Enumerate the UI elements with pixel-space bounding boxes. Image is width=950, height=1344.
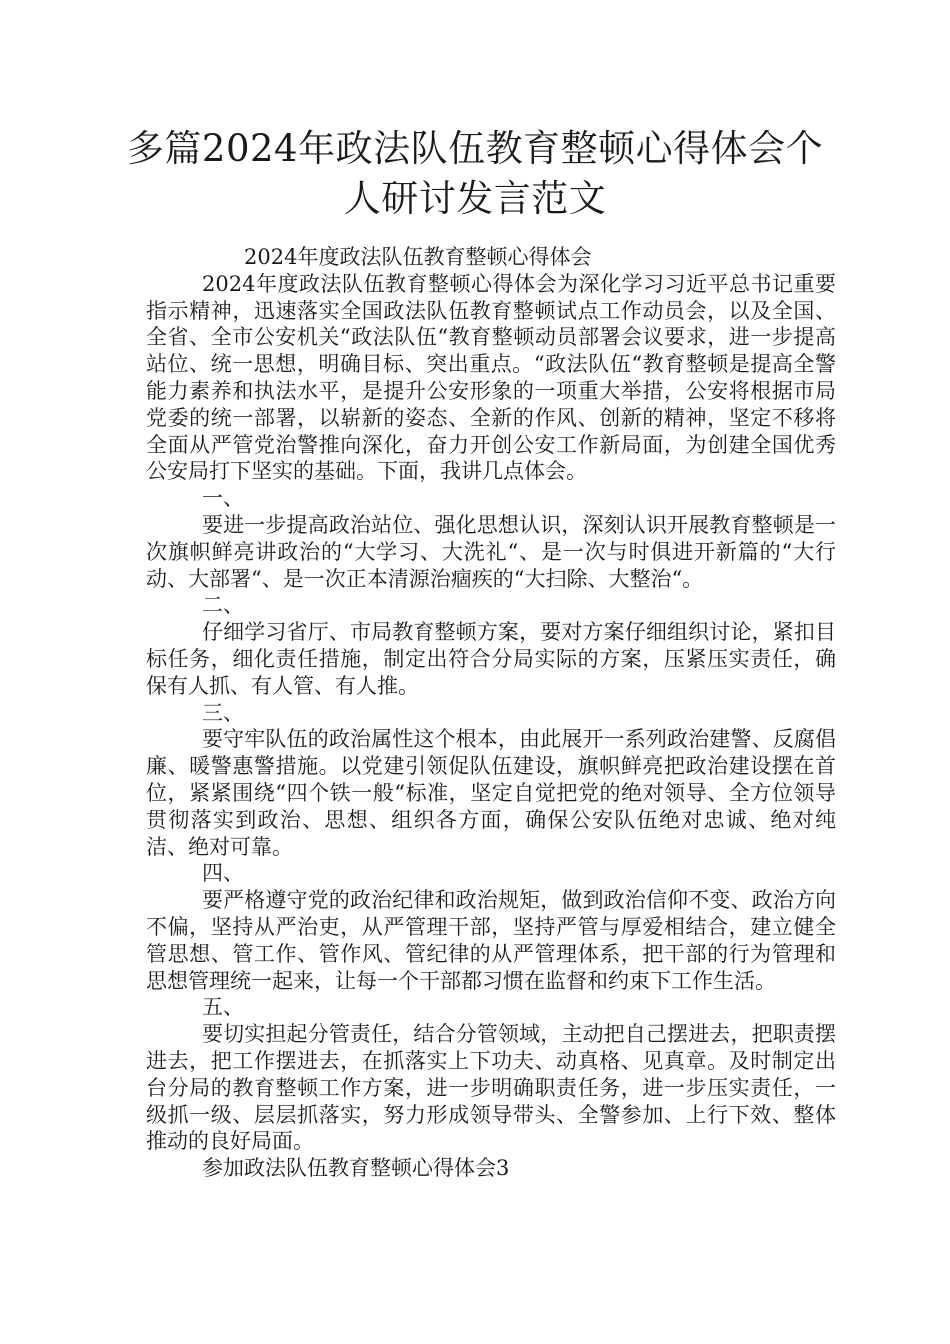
section-paragraph-1: 要进一步提高政治站位、强化思想认识，深刻认识开展教育整顿是一次旗帜鲜亮讲政治的“大学习、大洗礼“、是一次与时俱进开新篇的“大行动、大部署“、是一次正本清源治痼疾的“大扫除、大整治“。 xyxy=(146,512,836,591)
closing-line: 参加政法队伍教育整顿心得体会3 xyxy=(202,1156,510,1181)
section-paragraph-5: 要切实担起分管责任，结合分管领域，主动把自己摆进去，把职责摆进去，把工作摆进去，在抓落实上下功夫、动真格、见真章。及时制定出台分局的教育整顿工作方案，进一步明确职责任务，进一步压实责任，一级抓一级、层层抓落实，努力形成领导带头、全警参加、上行下效、整体推动的良好局面。 xyxy=(146,1022,836,1154)
title-line-1: 多篇2024年政法队伍教育整顿心得体会个 xyxy=(126,127,824,170)
section-heading-3: 三、 xyxy=(202,700,244,725)
section-heading-4: 四、 xyxy=(202,861,244,886)
section-heading-1: 一、 xyxy=(202,486,244,511)
section-paragraph-2: 仔细学习省厅、市局教育整顿方案，要对方案仔细组织讨论，紧扣目标任务，细化责任措施，制定出符合分局实际的方案，压紧压实责任，确保有人抓、有人管、有人推。 xyxy=(146,620,836,698)
intro-paragraph: 2024年度政法队伍教育整顿心得体会为深化学习习近平总书记重要指示精神，迅速落实全国政法队伍教育整顿试点工作动员会，以及全国、全省、全市公安机关“政法队伍“教育整顿动员部署会议要求，进一步提高站位、统一思想，明确目标、突出重点。“政法队伍“教育整顿是提高全警能力素养和执法水平，是提升公安形象的一项重大举措，公安将根据市局党委的统一部署，以崭新的姿态、全新的作风、创新的精神，坚定不移将全面从严管党治警推向深化，奋力开创公安工作新局面，为创建全国优秀公安局打下坚实的基础。下面，我讲几点体会。 xyxy=(146,271,836,484)
section-paragraph-3: 要守牢队伍的政治属性这个根本，由此展开一系列政治建警、反腐倡廉、暖警惠警措施。以党建引领促队伍建设，旗帜鲜亮把政治建设摆在首位，紧紧围绕“四个铁一般“标准，坚定自觉把党的绝对领导、全方位领导贯彻落实到政治、思想、组织各方面，确保公安队伍绝对忠诚、绝对纯洁、绝对可靠。 xyxy=(146,727,836,859)
section-heading-5: 五、 xyxy=(202,995,244,1020)
section-heading-2: 二、 xyxy=(202,593,244,618)
title-line-2: 人研讨发言范文 xyxy=(343,177,607,220)
document-body xyxy=(146,244,836,1182)
section-paragraph-4: 要严格遵守党的政治纪律和政治规矩，做到政治信仰不变、政治方向不偏，坚持从严治吏，从严管理干部，坚持严管与厚爱相结合，建立健全管思想、管工作、管作风、管纪律的从严管理体系，把干部的行为管理和思想管理统一起来，让每一个干部都习惯在监督和约束下工作生活。 xyxy=(146,888,836,993)
document-title xyxy=(120,124,830,224)
section-subtitle: 2024年度政法队伍教育整顿心得体会 xyxy=(244,245,592,269)
